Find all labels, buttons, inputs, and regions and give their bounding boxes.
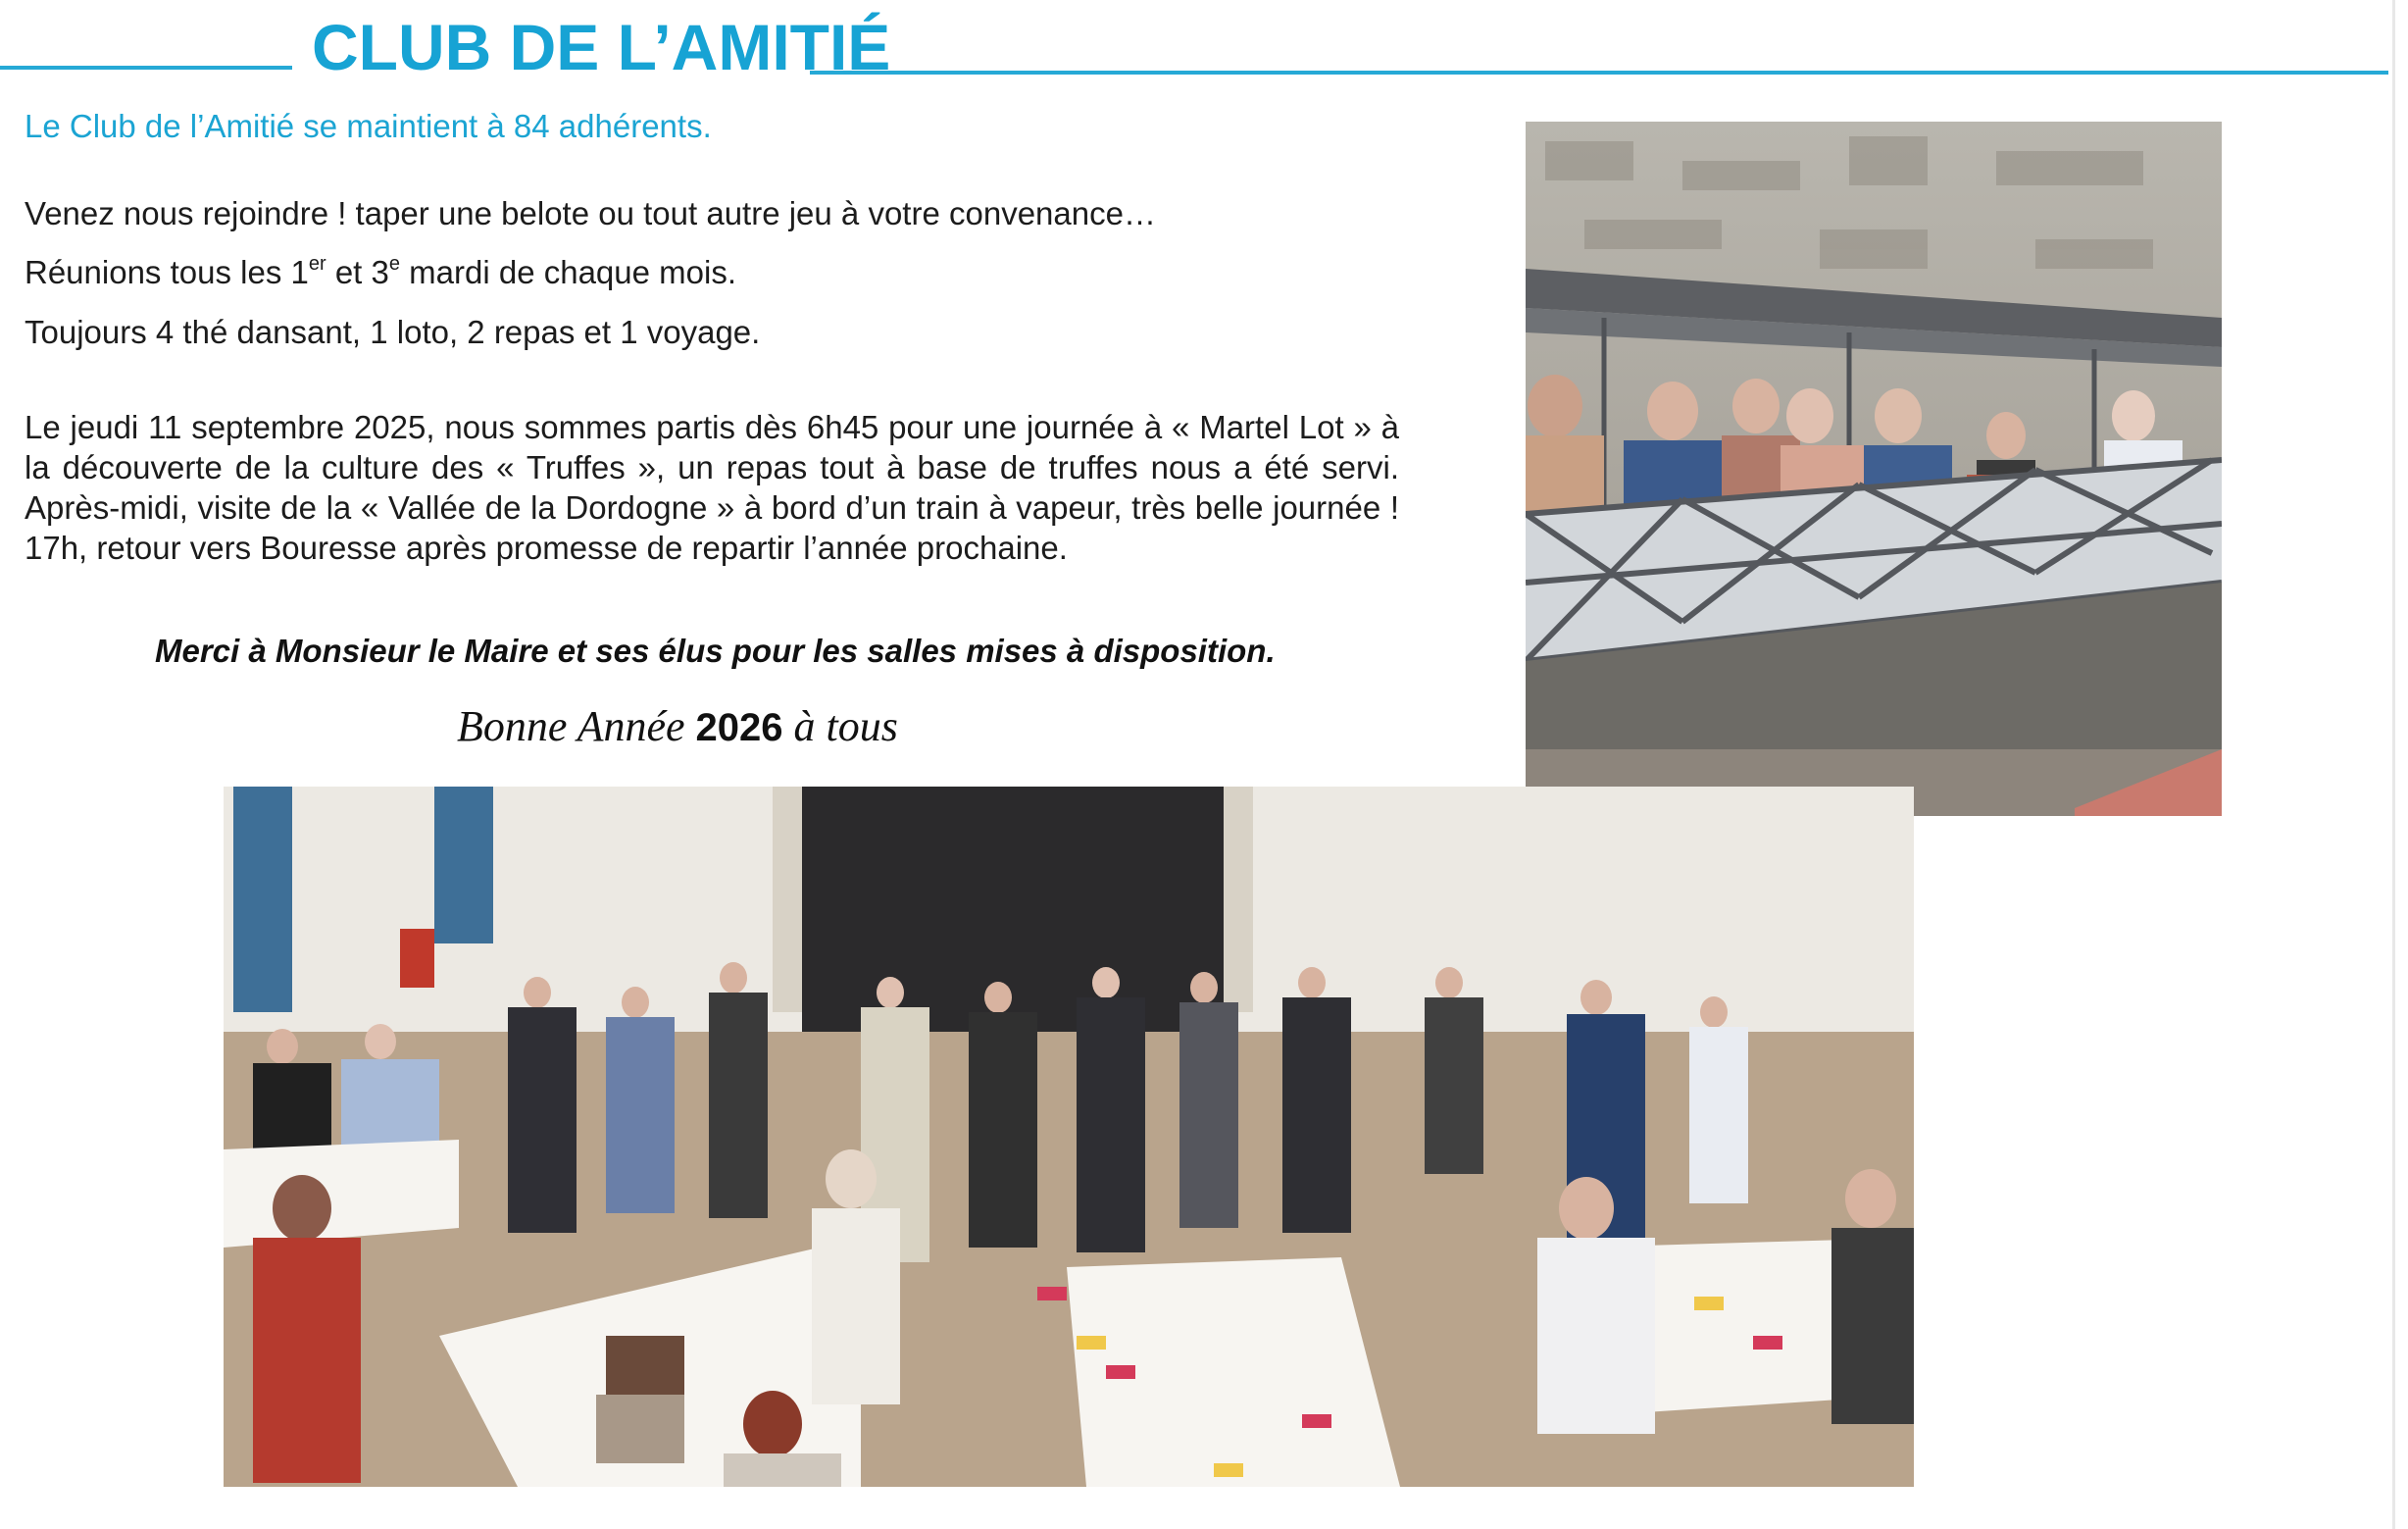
new-year-greeting <box>457 701 898 751</box>
dance-hall-photo <box>224 787 1914 1487</box>
meetings-text-a: Réunions tous les 1 <box>25 254 309 290</box>
meetings-sup-third: e <box>388 253 400 275</box>
heading-rule-left <box>0 66 292 70</box>
join-paragraph: Venez nous rejoindre ! taper une belote ou tout autre jeu à votre convenance… <box>25 195 1156 231</box>
trip-story-paragraph: Le jeudi 11 septembre 2025, nous sommes partis dès 6h45 pour une journée à « Martel Lot » à la découverte de la culture des « Truffes », un repas tout à base de truffes nous a été servi. Après-midi, visite de la « Vallée de la Dordogne » à bord d’un train à vapeur, très belle journée ! 17h, retour vers Bouresse après promesse de repartir l’année prochaine. <box>25 409 1399 566</box>
train-trip-photo <box>1526 122 2222 816</box>
page-title: CLUB DE L’AMITIÉ <box>312 11 891 83</box>
events-paragraph: Toujours 4 thé dansant, 1 loto, 2 repas et 1 voyage. <box>25 314 761 350</box>
greeting-after: à tous <box>782 702 898 750</box>
greeting-year: 2026 <box>695 706 783 749</box>
heading-rule-right <box>810 71 2388 75</box>
greeting-before: Bonne Année <box>457 702 696 750</box>
meetings-paragraph <box>25 254 736 291</box>
intro-text: Le Club de l’Amitié se maintient à 84 adhérents. <box>25 108 712 144</box>
meetings-text-b: et 3 <box>326 254 389 290</box>
page-edge-line <box>2392 0 2395 1529</box>
meetings-sup-first: er <box>308 253 326 275</box>
thanks-line: Merci à Monsieur le Maire et ses élus pour les salles mises à disposition. <box>155 633 1276 669</box>
meetings-text-c: mardi de chaque mois. <box>400 254 737 290</box>
